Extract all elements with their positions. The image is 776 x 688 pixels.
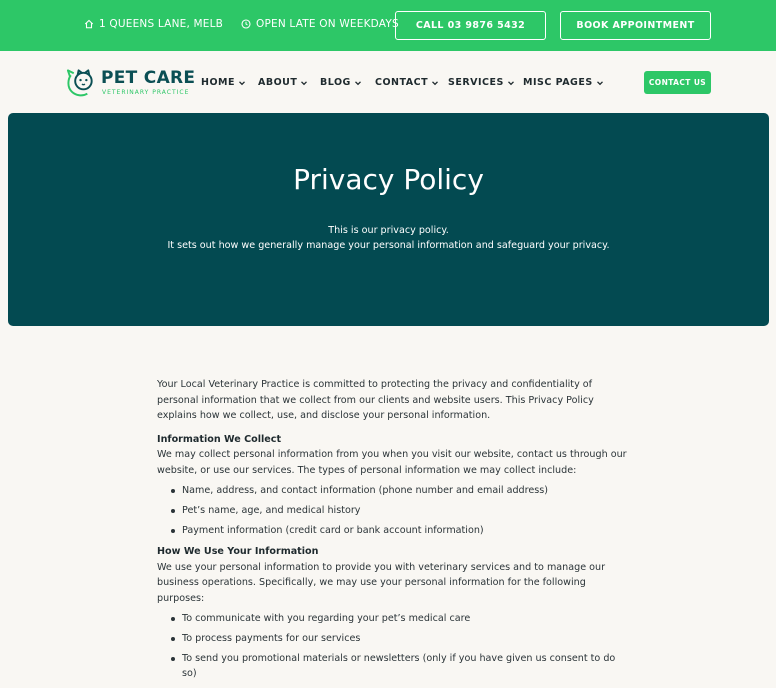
nav-item-contact[interactable] (375, 77, 439, 88)
logo[interactable] (65, 67, 195, 99)
chevron-down-icon (238, 79, 246, 87)
chevron-down-icon (596, 79, 604, 87)
hours-info (241, 18, 399, 30)
chevron-down-icon (431, 79, 439, 87)
nav-label: SERVICES (448, 77, 504, 88)
hours-text: OPEN LATE ON WEEKDAYS (256, 18, 399, 30)
bullet-list (157, 483, 627, 538)
chevron-down-icon (300, 79, 308, 87)
intro-paragraph: Your Local Veterinary Practice is committed to protecting the privacy and confidentiality of personal information that we collect from our clients and website users. This Privacy Policy explains how we collect, use, and disclose your personal information. (157, 379, 594, 421)
pet-logo-icon (65, 67, 98, 99)
nav-label: ABOUT (258, 77, 298, 88)
hero-line-2: It sets out how we generally manage your personal information and safeguard your privacy. (167, 240, 610, 251)
brand-name: PET CARE (101, 68, 196, 88)
top-bar (0, 0, 776, 51)
nav-label: MISC PAGES (523, 77, 593, 88)
nav-label: HOME (201, 77, 235, 88)
book-appointment-button[interactable]: BOOK APPOINTMENT (560, 11, 711, 40)
chevron-down-icon (507, 79, 515, 87)
contact-us-button[interactable]: CONTACT US (644, 71, 711, 94)
address-text: 1 QUEENS LANE, MELB (99, 18, 224, 30)
list-item: To process payments for our services (157, 631, 627, 647)
list-item: Name, address, and contact information (phone number and email address) (157, 483, 627, 499)
site-header (0, 51, 776, 113)
hero-banner (8, 113, 769, 326)
section-heading: Information We Collect (157, 433, 282, 445)
address-info (84, 18, 223, 30)
home-icon (84, 19, 94, 29)
list-item: Pet’s name, age, and medical history (157, 503, 627, 519)
chevron-down-icon (354, 79, 362, 87)
nav-item-misc-pages[interactable] (523, 77, 604, 88)
nav-item-blog[interactable] (320, 77, 362, 88)
brand-tagline: VETERINARY PRACTICE (102, 89, 190, 96)
nav-label: CONTACT (375, 77, 429, 88)
section-text: We use your personal information to provide you with veterinary services and to manage our business operations. Specifically, we may use your personal information for the following purposes: (157, 561, 606, 604)
clock-icon (241, 19, 251, 29)
nav-item-home[interactable] (201, 77, 246, 88)
hero-line-1: This is our privacy policy. (328, 225, 449, 236)
nav-label: BLOG (320, 77, 351, 88)
list-item: To send you promotional materials or newsletters (only if you have given us consent to do so) (157, 651, 627, 682)
policy-content (157, 377, 627, 688)
list-item: To communicate with you regarding your pet’s medical care (157, 611, 627, 627)
call-button[interactable]: CALL 03 9876 5432 (395, 11, 546, 40)
section-text: We may collect personal information from you when you visit our website, contact us through our website, or use our services. The types of personal information we may collect include: (157, 449, 627, 476)
bullet-list (157, 611, 627, 682)
page-title: Privacy Policy (293, 163, 484, 196)
list-item: Payment information (credit card or bank account information) (157, 523, 627, 539)
nav-item-about[interactable] (258, 77, 308, 88)
nav-item-services[interactable] (448, 77, 515, 88)
section-heading: How We Use Your Information (157, 546, 319, 558)
